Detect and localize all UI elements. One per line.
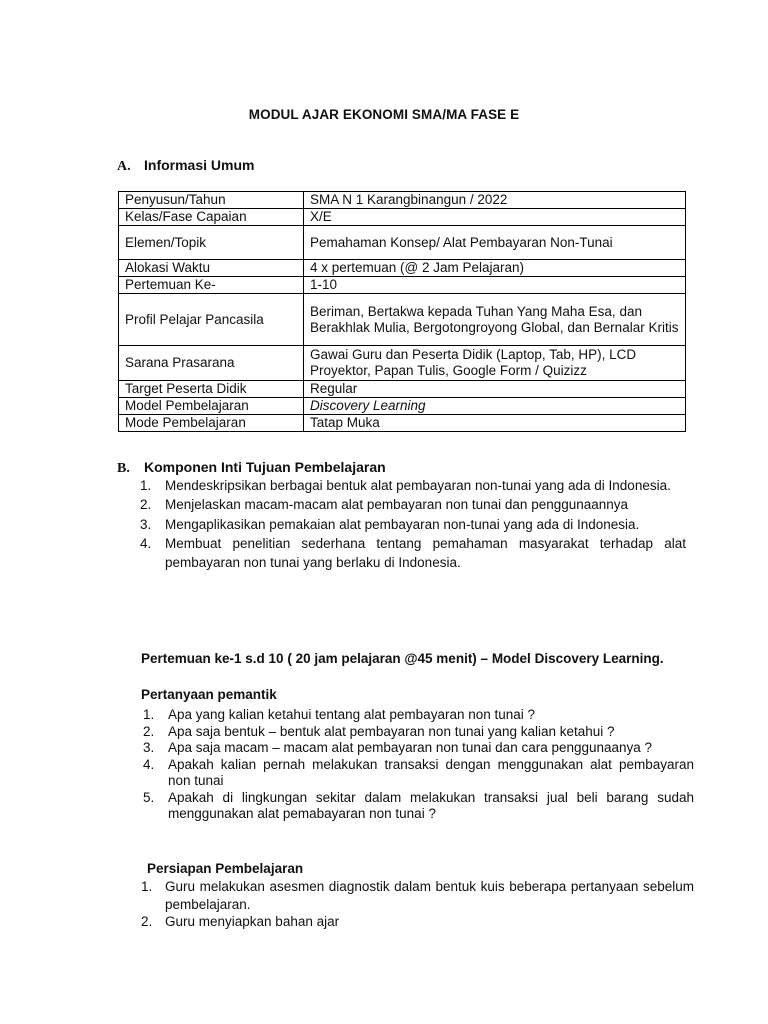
item-number: 2. <box>143 723 155 739</box>
info-value: Discovery Learning <box>304 398 686 415</box>
item-text: Apa yang kalian ketahui tentang alat pembayaran non tunai ? <box>168 707 536 722</box>
info-value: 1-10 <box>304 277 686 294</box>
table-row <box>119 381 686 398</box>
info-key: Elemen/Topik <box>119 226 304 260</box>
section-b-title: Komponen Inti Tujuan Pembelajaran <box>144 459 386 475</box>
section-a-letter: A. <box>117 159 131 174</box>
info-value: Tatap Muka <box>304 415 686 432</box>
list-item <box>143 740 694 757</box>
list-item <box>143 724 694 741</box>
prep-heading: Persiapan Pembelajaran <box>147 861 304 876</box>
item-text: Mengaplikasikan pemakaian alat pembayaran non-tunai yang ada di Indonesia. <box>165 516 640 532</box>
list-item <box>140 515 686 534</box>
item-number: 4. <box>140 535 152 551</box>
info-key: Sarana Prasarana <box>119 346 304 381</box>
item-number: 3. <box>140 516 152 532</box>
table-row <box>119 209 686 226</box>
table-row <box>119 277 686 294</box>
prep-list <box>141 878 694 931</box>
item-text: Apa saja macam – macam alat pembayaran non tunai dan cara penggunaanya ? <box>168 740 653 755</box>
list-item <box>140 534 686 573</box>
section-b-heading <box>117 459 386 477</box>
table-row <box>119 346 686 381</box>
item-number: 1. <box>140 478 152 493</box>
meeting-title: Pertemuan ke-1 s.d 10 ( 20 jam pelajaran @45 menit) – Model Discovery Learning. <box>141 651 664 666</box>
item-text: Apa saja bentuk – bentuk alat pembayaran non tunai yang kalian ketahui ? <box>168 723 615 739</box>
item-text: Apakah kalian pernah melakukan transaksi dengan menggunakan alat pembayaran non tunai <box>168 756 694 788</box>
info-table <box>118 191 686 432</box>
document-title: MODUL AJAR EKONOMI SMA/MA FASE E <box>248 107 520 122</box>
info-key: Target Peserta Didik <box>119 381 304 398</box>
item-number: 1. <box>141 879 153 894</box>
list-item <box>141 878 694 913</box>
item-number: 1. <box>143 707 155 722</box>
info-key: Pertemuan Ke- <box>119 277 304 294</box>
item-number: 4. <box>143 756 155 772</box>
table-row <box>119 415 686 432</box>
table-row <box>119 192 686 209</box>
info-value: Gawai Guru dan Peserta Didik (Laptop, Tab, HP), LCD Proyektor, Papan Tulis, Google Form / Quizizz <box>304 346 686 381</box>
info-value: SMA N 1 Karangbinangun / 2022 <box>304 192 686 209</box>
section-a-title: Informasi Umum <box>144 157 255 173</box>
list-item <box>143 790 694 823</box>
table-row <box>119 226 686 260</box>
item-text: Mendeskripsikan berbagai bentuk alat pembayaran non-tunai yang ada di Indonesia. <box>165 478 671 493</box>
info-key: Model Pembelajaran <box>119 398 304 415</box>
item-text: Guru melakukan asesmen diagnostik dalam bentuk kuis beberapa pertanyaan sebelum pembelajaran. <box>165 879 694 912</box>
item-number: 5. <box>143 789 155 805</box>
list-item <box>141 913 694 931</box>
info-value: Regular <box>304 381 686 398</box>
info-key: Kelas/Fase Capaian <box>119 209 304 226</box>
info-key: Profil Pelajar Pancasila <box>119 294 304 346</box>
questions-list <box>143 707 694 823</box>
list-item <box>143 707 694 724</box>
item-text: Guru menyiapkan bahan ajar <box>165 914 340 929</box>
info-key: Penyusun/Tahun <box>119 192 304 209</box>
item-text: Menjelaskan macam-macam alat pembayaran non tunai dan penggunaannya <box>165 497 629 513</box>
list-item <box>140 476 686 495</box>
section-b-letter: B. <box>117 461 130 476</box>
info-value: X/E <box>304 209 686 226</box>
questions-heading: Pertanyaan pemantik <box>141 687 277 702</box>
table-row <box>119 260 686 277</box>
item-number: 2. <box>140 497 152 513</box>
info-key: Mode Pembelajaran <box>119 415 304 432</box>
item-text: Apakah di lingkungan sekitar dalam melakukan transaksi jual beli barang sudah menggunakan alat pemabayaran non tunai ? <box>168 789 694 821</box>
list-item <box>143 757 694 790</box>
list-item <box>140 495 686 514</box>
section-a-heading <box>117 157 254 175</box>
item-number: 2. <box>141 914 153 929</box>
info-value: Pemahaman Konsep/ Alat Pembayaran Non-Tunai <box>304 226 686 260</box>
info-value: Beriman, Bertakwa kepada Tuhan Yang Maha Esa, dan Berakhlak Mulia, Bergotongroyong Global, dan Bernalar Kritis <box>304 294 686 346</box>
objectives-list <box>140 476 686 572</box>
table-row <box>119 398 686 415</box>
item-text: Membuat penelitian sederhana tentang pemahaman masyarakat terhadap alat pembayaran non tunai yang berlaku di Indonesia. <box>165 535 686 571</box>
info-value: 4 x pertemuan (@ 2 Jam Pelajaran) <box>304 260 686 277</box>
table-row <box>119 294 686 346</box>
info-key: Alokasi Waktu <box>119 260 304 277</box>
item-number: 3. <box>143 740 155 755</box>
